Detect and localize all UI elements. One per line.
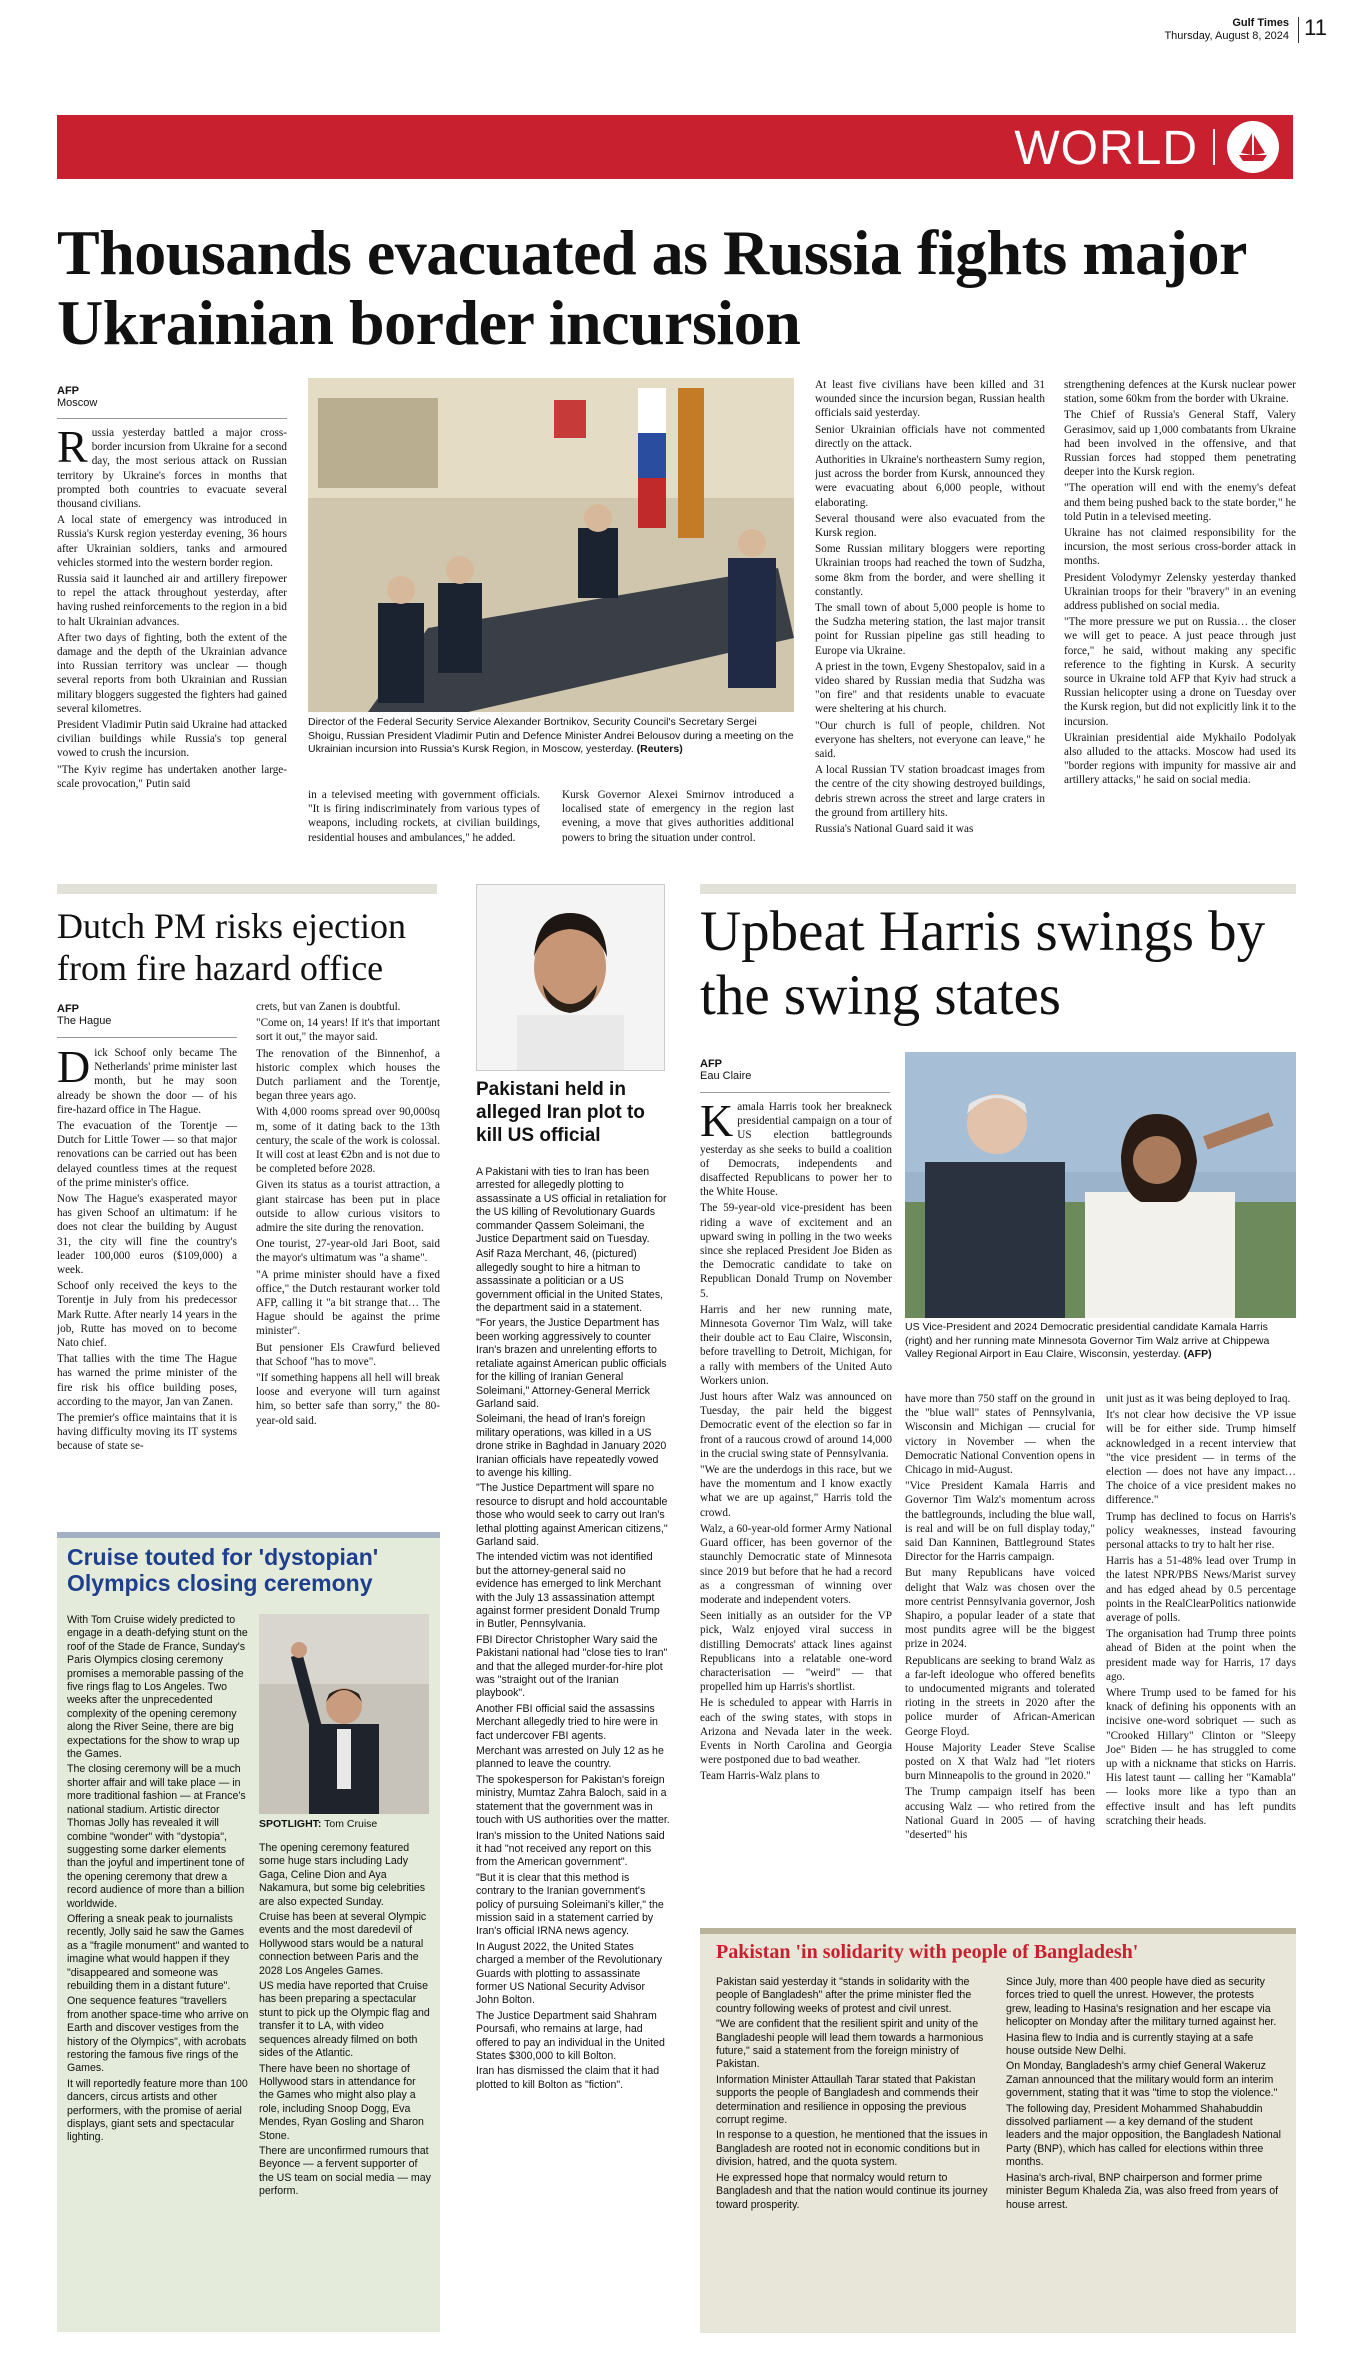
paragraph: A Pakistani with ties to Iran has been arrested for allegedly plotting to assassinate a US official in retaliation for the US killing of Revolutionary Guards commander Qassem Soleimani, the Justice Department said on Tuesday. [476,1166,667,1246]
paragraph: It will reportedly feature more than 100 dancers, circus artists and other performers, with the promise of aerial displays, giant sets and spectacular lighting. [67,2077,248,2144]
byline-rule [57,1037,237,1038]
paragraph: Asif Raza Merchant, 46, (pictured) allegedly sought to hire a hitman to assassinate a politician or a US government official in the United States, the department said in a statement. [476,1248,664,1315]
paragraph: "Vice President Kamala Harris and Governor Tim Walz's momentum across the battlegrounds, including the blue wall, is real and will be on full display today," said Dan Kanninen, Battleground States Director for the Harris campaign. [905,1480,1095,1564]
paragraph: The organisation had Trump three points ahead of Biden at the point when the president made way for Harris, 17 days ago. [1106,1628,1296,1683]
paragraph: Since July, more than 400 people have died as security forces tried to quell the unrest. However, the protests grew, leading to Hasina's resignation and her escape via helicopter on Monday after the military turned against her. [1006,1976,1277,2029]
cruise-col1 [67,1614,249,2324]
paragraph: Hasina's arch-rival, BNP chairperson and former prime minister Begum Khaleda Zia, was also freed from years of house arrest. [1006,2171,1279,2211]
cruise-box-bar [57,1532,440,1538]
byline-place: Moscow [57,397,98,409]
paragraph: Seen initially as an outsider for the VP pick, Walz enjoyed viral success in distilling Democrats' attack lines against Republicans into a relatable one-word characterisation — "weird" — that propelled him up Harris's shortlist. [700,1610,892,1694]
paragraph: On Monday, Bangladesh's army chief General Wakeruz Zaman announced that the military would form an interim government, stating that it was "time to stop the violence." [1006,2060,1278,2100]
paragraph: After two days of fighting, both the extent of the damage and the depth of the Ukrainian advance into Russian territory was unclear — though several reports from both Ukrainian and Russian military bloggers suggested the fighters had gained several kilometres. [57,631,287,715]
dropcap: D [57,1046,91,1092]
dutch-byline [57,1003,237,1027]
paragraph: He expressed hope that normalcy would return to Bangladesh and that the nation would continue its journey toward prosperity. [716,2171,988,2211]
main-col1 [57,426,287,858]
paragraph: One sequence features "travellers from another space-time who arrive on Earth and discover vestiges from the history of the Olympics", with acrobats restoring the famous five rings of the Games. [67,1995,249,2075]
separator-bar-right [700,884,1296,894]
paragraph: The evacuation of the Torentje — Dutch for Little Tower — so that major renovations can be carried out has been delayed countless times at the request of the prime minister's office. [57,1120,237,1189]
paper-name: Gulf Times [1232,17,1289,29]
paragraph: A priest in the town, Evgeny Shestopalov, said in a video shared by Russian media that Sudzha was "on fire" and that residents unable to evacuate were sheltering at his church. [815,660,1045,716]
paragraph: Ukraine has not claimed responsibility for the incursion, the most serious cross-border attack in months. [1064,527,1296,568]
paragraph: Now The Hague's exasperated mayor has given Schoof an ultimatum: if he does not clear the building by August 31, the city will fine the country's leader 100,000 euros ($109,000) a week. [57,1193,237,1277]
paragraph: The Justice Department said Shahram Poursafi, who remains at large, had offered to pay an individual in the United States $300,000 to kill Bolton. [476,2009,665,2062]
main-under-photo-a [308,788,540,860]
paragraph: There are unconfirmed rumours that Beyonce — a fervent supporter of the US team on social media — may perform. [259,2144,431,2198]
kremlin-photo-caption [308,716,794,757]
paragraph: The intended victim was not identified but the attorney-general said no evidence has emerged to link Merchant with the July 13 assassination attempt against former president Donald Trump in Butler, Pennsylvania. [476,1551,661,1631]
paragraph: ussia yesterday battled a major cross-border incursion from Ukraine for a second day, the most serious attack on Russian territory by Ukraine's forces in months that prompted both countries to evacuate several thousand civilians. [57,427,287,511]
bangladesh-headline: Pakistan 'in solidarity with people of Bangladesh' [716,1941,1139,1963]
paragraph: Trump has declined to focus on Harris's policy weaknesses, instead favouring personal attacks to try to halt her rise. [1106,1510,1296,1552]
paragraph: Kursk Governor Alexei Smirnov introduced a localised state of emergency in the region last evening, a move that gives authorities additional powers to bring the situation under control. [562,789,794,844]
paragraph: Another FBI official said the assassins Merchant allegedly tried to hire were in fact undercover FBI agents. [476,1702,658,1742]
paragraph: President Vladimir Putin said Ukraine had attacked civilian buildings while Russia's top general vowed to crush the incursion. [57,719,287,760]
dropcap: K [700,1100,734,1146]
paragraph: Soleimani, the head of Iran's foreign military operations, was killed in a US drone strike in Baghdad in January 2020 Iranian officials have repeatedly vowed to avenge his killing. [476,1413,667,1479]
caption-credit: (Reuters) [636,743,683,755]
paragraph: With 4,000 rooms spread over 90,000sq m, some of it dating back to the 13th century, the scale of the work is colossal. It will cost at least €2bn and is not due to be completed before 2028. [256,1106,440,1176]
paragraph: With Tom Cruise widely predicted to engage in a death-defying stunt on the roof of the Stade de France, Sunday's Paris Olympics closing ceremony promises a memorable passing of the five rings flag to Los Angeles. Two weeks after the unprecedented complexity of the opening ceremony along the River Seine, there are big expectations for the show to wrap up the Games. [67,1614,248,1761]
paragraph: Iran's mission to the United Nations said it had "not received any report on this from the American government". [476,1829,665,1869]
caption-label: SPOTLIGHT: [259,1818,322,1830]
paragraph: Given its status as a tourist attraction, a giant staircase has been put in place outside to allow curious visitors to admire the site during the renovation. [256,1179,440,1235]
main-col3 [815,378,1045,860]
paragraph: In August 2022, the United States charged a member of the Revolutionary Guards with plotting to assassinate former US National Security Advisor John Bolton. [476,1940,663,2007]
harris-walz-photo [905,1052,1296,1318]
cruise-headline: Cruise touted for 'dystopian' Olympics closing ceremony [67,1544,379,1596]
dutch-col1 [57,1046,237,1510]
paragraph: "For years, the Justice Department has been working aggressively to counter Iran's brazen and unrelenting efforts to retaliate against American public officials for the killing of Iranian General Soleimani," Attorney-General Merrick Garland said. [476,1317,667,1410]
dutch-headline: Dutch PM risks ejection from fire hazard office [57,906,406,988]
paragraph: But pensioner Els Crawfurd believed that Schoof "has to move". [256,1341,440,1368]
paragraph: "We are the underdogs in this race, but we have the momentum and I know exactly what we are up against," Harris told the crowd. [700,1464,892,1519]
section-banner [57,115,1293,179]
dhow-logo-icon [1227,121,1279,173]
folio-divider [1298,17,1299,43]
paragraph: Senior Ukrainian officials have not commented directly on the attack. [815,423,1045,450]
paragraph: "If something happens all hell will break loose and everyone will turn against him, so better safe than sorry," the 80-year-old said. [256,1372,440,1427]
paragraph: strengthening defences at the Kursk nuclear power station, some 60km from the border with Ukraine. [1064,379,1296,406]
dropcap: R [57,426,88,472]
byline-agency: AFP [57,385,79,397]
kremlin-meeting-photo [308,378,794,712]
paragraph: Some Russian military bloggers were reporting Ukrainian troops had reached the town of Sudzha, some 8km from the border, and were shelling it constantly. [815,543,1045,598]
main-col4 [1064,378,1296,860]
paragraph: unit just as it was being deployed to Iraq. [1106,1393,1291,1405]
cruise-box [57,1532,440,2332]
paragraph: The premier's office maintains that it is having difficulty moving its IT systems because of state se- [57,1412,237,1453]
paragraph: That tallies with the time The Hague has warned the prime minister of the fire risk his office building poses, according to the mayor, Jan van Zanen. [57,1353,237,1408]
main-headline: Thousands evacuated as Russia fights major Ukrainian border incursion [57,217,1246,358]
harris-col1 [700,1100,892,1910]
paragraph: Iran has dismissed the claim that it had plotted to kill Bolton as "fiction". [476,2065,660,2091]
byline-agency: AFP [700,1058,722,1070]
cruise-col2 [259,1842,431,2324]
harris-col3 [1106,1392,1296,1910]
separator-bar-left [57,884,437,894]
cruise-photo-caption [259,1818,429,1830]
paragraph: President Volodymyr Zelensky yesterday thanked Ukrainian troops for their "bravery" in an evening address published on social media. [1064,571,1296,613]
paragraph: House Majority Leader Steve Scalise posted on X that Walz had "let rioters burn Minneapolis to the ground in 2020." [905,1741,1095,1783]
paragraph: But many Republicans have voiced delight that Walz was chosen over the more centrist Pennsylvania governor, Josh Shapiro, a popular leader of a state that most pundits agree will be the biggest prize in 2024. [905,1567,1095,1651]
tom-cruise-photo [259,1614,429,1814]
paragraph: Hasina flew to India and is currently staying at a safe house outside New Delhi. [1006,2031,1254,2058]
main-byline [57,385,287,409]
section-title: WORLD [1014,122,1198,175]
page-number: 11 [1304,15,1327,40]
paragraph: "Come on, 14 years! If it's that important sort it out," the mayor said. [256,1017,440,1044]
paragraph: Harris has a 51-48% lead over Trump in the latest NPR/PBS News/Marist survey and has edged ahead by 0.5 percentage points in the RealClearPolitics nationwide average of polls. [1106,1555,1296,1625]
caption-text: US Vice-President and 2024 Democratic presidential candidate Kamala Harris (right) and her running mate Minnesota Governor Tim Walz arrive at Chippewa Valley Regional Airport in Eau Claire, Wisconsin, yesterday. [905,1321,1270,1360]
byline-place: The Hague [57,1015,112,1027]
dutch-col2 [256,1000,440,1510]
bangladesh-col2 [1006,1976,1282,2326]
paragraph: The opening ceremony featured some huge stars including Lady Gaga, Celine Dion and Aya Nakamura, but some big celebrities are also expected Sunday. [259,1842,426,1908]
paragraph: Several thousand were also evacuated from the Kursk region. [815,512,1045,540]
paragraph: have more than 750 staff on the ground in the "blue wall" states of Pennsylvania, Wisconsin and Michigan — crucial for victory in November — when the Democratic National Convention opens in Chicago in mid-August. [905,1393,1095,1477]
byline-agency: AFP [57,1003,79,1015]
caption-name: Tom Cruise [324,1818,378,1830]
paragraph: In response to a question, he mentioned that the issues in Bangladesh are rooted not in economic conditions but in division, hatred, and the quota system. [716,2129,988,2169]
pakistan-headline: Pakistani held in alleged Iran plot to kill US official [476,1079,645,1146]
paragraph: "The operation will end with the enemy's defeat and them being pushed back to the state border," he told Putin in a televised meeting. [1064,482,1296,523]
paragraph: Walz, a 60-year-old former Army National Guard officer, has been governor of the staunchly Democratic state of Minnesota since 2019 but before that he had a record as a congressman of winning over moderate and independent voters. [700,1522,892,1606]
paragraph: At least five civilians have been killed and 31 wounded since the incursion began, Russian health officials said yesterday. [815,379,1045,420]
paragraph: "The Kyiv regime has undertaken another large-scale provocation," Putin said [57,763,287,790]
paragraph: "Our church is full of people, children. Not everyone has shelters, not everyone can leave," he said. [815,719,1045,761]
paragraph: FBI Director Christopher Wary said the Pakistani national had "close ties to Iran" and that the alleged murder-for-hire plot was "straight out of the Iranian playbook". [476,1633,668,1700]
paragraph: One tourist, 27-year-old Jari Boot, said the mayor's ultimatum was "a shame". [256,1238,440,1265]
paragraph: Russia said it launched air and artillery firepower to repel the attack throughout yesterday, after having rushed reinforcements to the region in a bid to halt Ukrainian advances. [57,573,287,628]
bangladesh-box [700,1928,1296,2333]
paragraph: Just hours after Walz was announced on Tuesday, the pair held the biggest Democratic event of the election so far in front of a raucous crowd of around 14,000 in the crucial swing state of Pennsylvania. [700,1391,892,1460]
paragraph: Ukrainian presidential aide Mykhailo Podolyak also alluded to the attacks. Moscow had used its "border regions with impunity for massive air and artillery attacks," he said on social media. [1064,731,1296,787]
main-under-photo-b [562,788,794,860]
harris-headline: Upbeat Harris swings by the swing states [700,900,1266,1027]
issue-date: Thursday, August 8, 2024 [1164,30,1289,42]
paragraph: Republicans are seeking to brand Walz as a far-left ideologue who offered benefits to undocumented migrants and tolerated rioting in the streets in 2020 after the police murder of African-American George Floyd. [905,1654,1095,1738]
paragraph: It's not clear how decisive the VP issue will be for either side. Trump himself acknowledged in a recent interview that "the vice president — in terms of the election — does not have any impact… The choice of a vice president makes no difference." [1106,1409,1296,1507]
paragraph: ick Schoof only became The Netherlands' prime minister last month, but he may soon already be shown the door — of his fire-hazard office in The Hague. [57,1047,237,1116]
paragraph: The small town of about 5,000 people is home to the Sudzha metering station, the last major transit point for Russian pipeline gas still heading to Europe via Ukraine. [815,602,1045,657]
paragraph: He is scheduled to appear with Harris in each of the swing states, with stops in Arizona and Nevada later in the week. Events in North Carolina and Georgia were postponed due to bad weather. [700,1697,892,1767]
paragraph: "The more pressure we put on Russia… the closer we will get to peace. A just peace through just force," he said, without making any specific reference to the fighting in Kursk. A security source in Ukraine told AFP that Kyiv had struck a Russian helicopter using a drone on Tuesday over the Kursk region, but did not explicitly link it to the incursion. [1064,616,1296,728]
caption-credit: (AFP) [1183,1348,1212,1360]
paragraph: Cruise has been at several Olympic events and the most daredevil of Hollywood stars would be a natural connection between Paris and the 2028 Los Angeles Games. [259,1911,427,1977]
paragraph: crets, but van Zanen is doubtful. [256,1001,401,1013]
paragraph: A local Russian TV station broadcast images from the centre of the city showing destroyed buildings, debris strewn across the street and large craters in the ground from artillery hits. [815,764,1045,819]
paragraph: Team Harris-Walz plans to [700,1770,820,1783]
byline-place: Eau Claire [700,1070,752,1082]
paragraph: Merchant was arrested on July 12 as he planned to leave the country. [476,1745,664,1771]
paragraph: "The Justice Department will spare no resource to disrupt and hold accountable those who would seek to carry out Iran's lethal plotting against American citizens," Garland said. [476,1482,668,1548]
paragraph: The Chief of Russia's General Staff, Valery Gerasimov, said up 1,000 combatants from Ukraine had been involved in the offensive, and that Russian forces had stopped them penetrating deeper into the Kursk region. [1064,409,1296,479]
paragraph: amala Harris took her breakneck presidential campaign on a tour of US election battlegrounds yesterday as she seeks to build a coalition of Democrats, independents and disaffected Republicans to power her to the White House. [700,1101,892,1199]
folio-block [1013,15,1333,55]
paragraph: Information Minister Attaullah Tarar stated that Pakistan supports the people of Bangladesh and commends their determination and resilience in opposing the previous corrupt regime. [716,2073,979,2127]
harris-byline [700,1058,890,1082]
paragraph: A local state of emergency was introduced in Russia's Kursk region yesterday evening, 36 hours after Ukrainian soldiers, tanks and armoured vehicles stormed into the western border region. [57,514,287,569]
asif-merchant-photo [476,884,665,1071]
paragraph: Authorities in Ukraine's northeastern Sumy region, just across the border from Kursk, announced they were evacuating about 6,000 people, without elaborating. [815,454,1045,509]
paragraph: The spokesperson for Pakistan's foreign ministry, Mumtaz Zahra Baloch, said in a statement that the government was in touch with US authorities over the matter. [476,1773,670,1827]
paragraph: "A prime minister should have a fixed office," the Dutch restaurant worker told AFP, calling it "a bit strange that… The Hague should be against the prime minister". [256,1268,440,1338]
paragraph: US media have reported that Cruise has been preparing a spectacular stunt to pick up the Olympic flag and transfer it to LA, with video sequences already filmed on both sides of the Atlantic. [259,1980,430,2060]
pakistan-body [476,1166,670,2336]
byline-rule [57,418,287,419]
paragraph: Where Trump used to be famed for his knack of defining his opponents with an incisive one-word sobriquet — such as "Crooked Hillary" Clinton or "Sleepy Joe" Biden — he has struggled to come up with a nickname that sticks on Harris. His latest taunt — calling her "Kamabla" — looks more like a typo than an effective insult and has left pundits scratching their heads. [1106,1687,1296,1827]
bangladesh-box-bar [700,1928,1296,1934]
paragraph: Pakistan said yesterday it "stands in solidarity with the people of Bangladesh" after the prime minister fled the country following weeks of protest and civil unrest. [716,1976,972,2015]
paragraph: The 59-year-old vice-president has been riding a wave of excitement and an upward swing in polling in the two weeks since she replaced President Joe Biden as the Democratic candidate to take on Republican Donald Trump on November 5. [700,1202,892,1300]
paragraph: Harris and her new running mate, Minnesota Governor Tim Walz, will take their double act to Eau Claire, Wisconsin, before travelling to Detroit, Michigan, for a rally with members of the United Auto Workers union. [700,1303,892,1387]
paragraph: in a televised meeting with government officials. "It is firing indiscriminately from various types of weapons, including rockets, at civilian buildings, residential houses and ambulances," he added. [308,789,540,844]
paragraph: The following day, President Mohammed Shahabuddin dissolved parliament — a key demand of the student leaders and the major opposition, the Bangladesh National Party (BNP), which has called for elections within three months. [1006,2102,1282,2169]
paragraph: Offering a sneak peak to journalists recently, Jolly said he saw the Games as a "fragile monument" and wanted to imagine what would happen if they "disappeared and someone was rebuilding them in a distant future". [67,1912,249,1992]
caption-text: Director of the Federal Security Service Alexander Bortnikov, Security Council's Secretary Sergei Shoigu, Russian President Vladimir Putin and Defence Minister Andrei Belousov during a meeting on the Ukrainian incursion into Russia's Kursk Region, in Moscow, yesterday. [308,716,794,755]
paragraph: The Trump campaign itself has been accusing Walz — who retired from the National Guard in 2005 — of having "deserted" his [905,1786,1095,1842]
bangladesh-col1 [716,1976,992,2326]
section-divider [1213,129,1215,165]
paragraph: "We are confident that the resilient spirit and unity of the Bangladeshi people will lead them towards a harmonious future," said a statement from the foreign ministry of Pakistan. [716,2018,984,2071]
paragraph: "But it is clear that this method is contrary to the Iranian government's policy of pursuing Soleimani's killer," the mission said in a statement carried by Iran's official IRNA news agency. [476,1871,664,1938]
paragraph: Russia's National Guard said it was [815,823,974,836]
paragraph: The renovation of the Binnenhof, a historic complex which houses the Dutch parliament and the Torentje, began three years ago. [256,1047,440,1103]
paragraph: The closing ceremony will be a much shorter affair and will take place — in more traditional fashion — at France's national stadium. Artistic director Thomas Jolly has revealed it will combine "wonder" with "dystopia", suggesting some darker elements than the joyful and impertinent tone of the opening ceremony that drew a record audience of more than a billion worldwide. [67,1763,246,1910]
harris-col2 [905,1392,1095,1910]
paragraph: Schoof only received the keys to the Torentje in July from his predecessor Mark Rutte. After nearly 14 years in the job, Rutte has moved on to become Nato chief. [57,1280,237,1350]
byline-rule [700,1092,890,1093]
harris-photo-caption [905,1321,1296,1362]
paragraph: There have been no shortage of Hollywood stars in attendance for the Games who might also play a role, including Snoop Dogg, Eva Mendes, Ryan Gosling and Sharon Stone. [259,2062,424,2142]
